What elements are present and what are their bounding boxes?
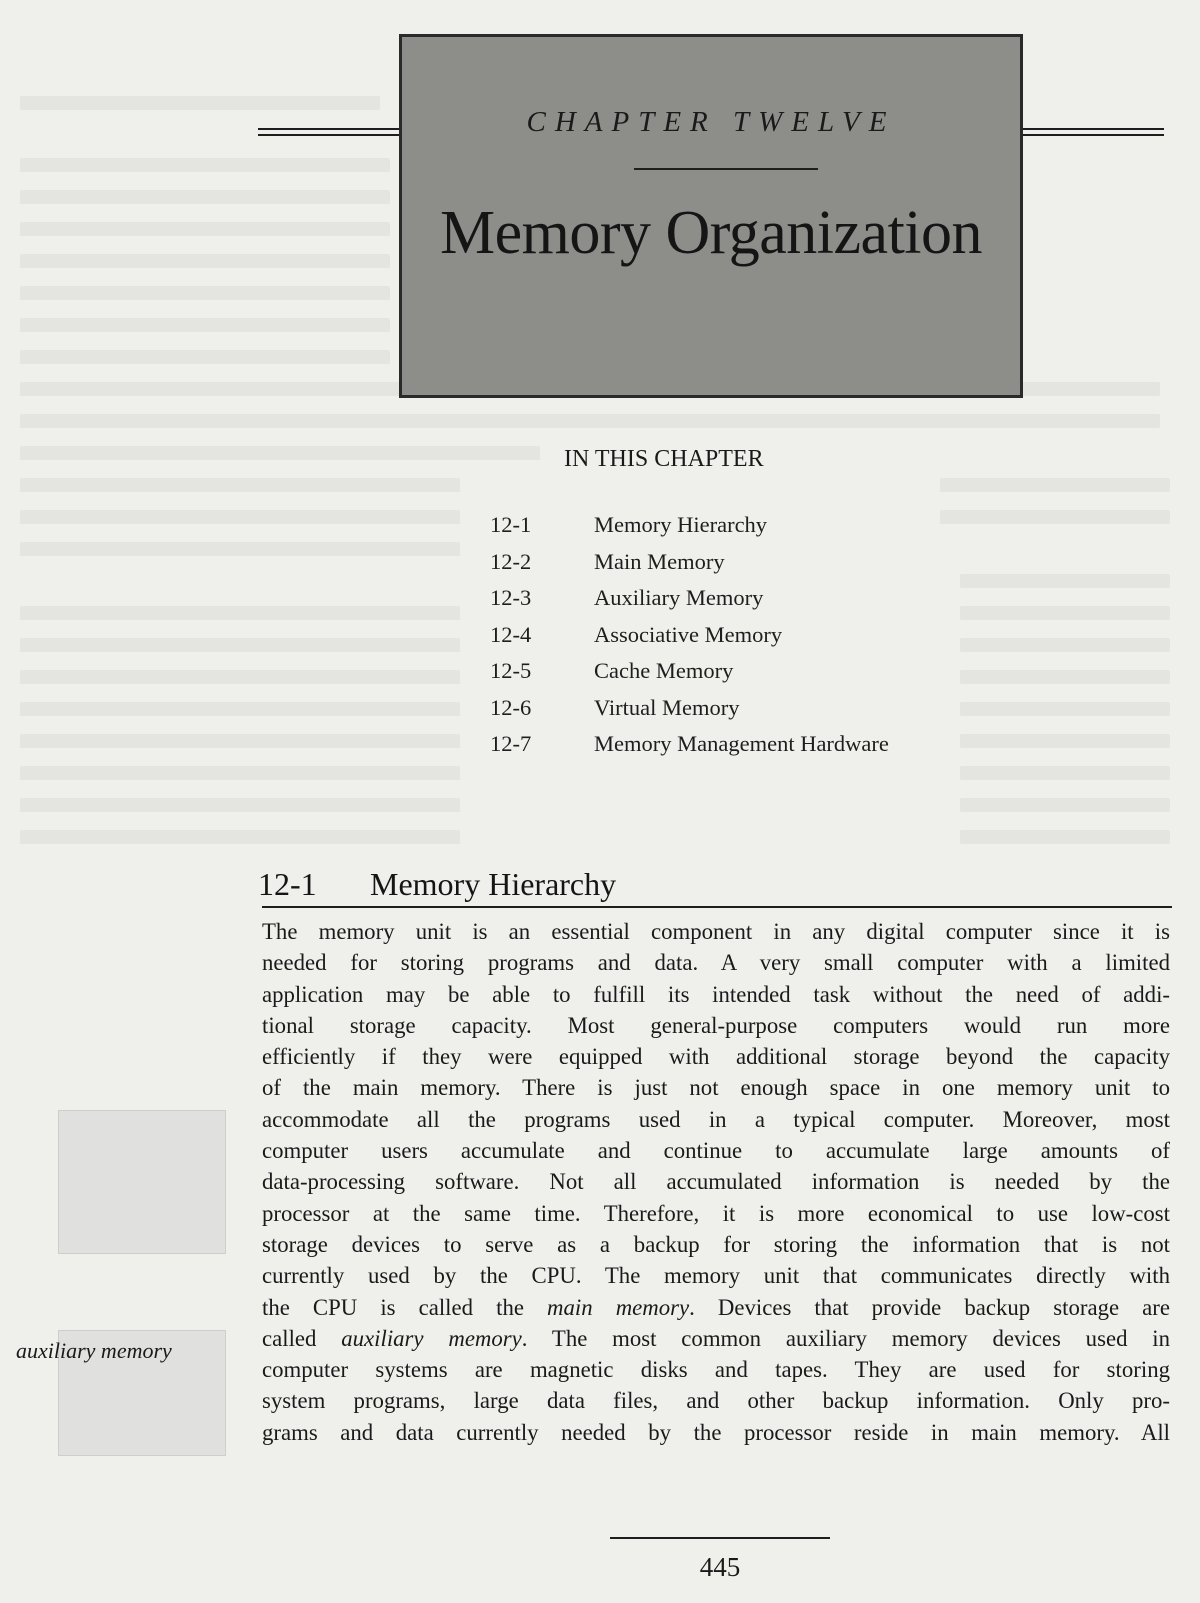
paragraph-line: storage devices to serve as a backup for storing the information that is not [262,1231,1170,1257]
margin-note: auxiliary memory [16,1338,172,1363]
chapter-rule-right [1022,128,1164,136]
section-title: Auxiliary Memory [594,585,764,610]
section-heading-number: 12-1 [258,866,317,902]
in-this-chapter-heading: IN THIS CHAPTER [564,446,764,472]
paragraph-line: accommodate all the programs used in a typical computer. Moreover, most [262,1106,1170,1132]
section-number: 12-4 [490,621,532,647]
paragraph-line: tional storage capacity. Most general-purpose computers would run more [262,1012,1170,1038]
list-item [490,731,889,768]
section-heading-title: Memory Hierarchy [370,866,617,902]
paragraph-line: data-processing software. Not all accumulated information is needed by the [262,1169,1170,1195]
paragraph-line: The memory unit is an essential component in any digital computer since it is [262,919,1170,944]
list-item [490,658,889,695]
paragraph-line: of the main memory. There is just not enough space in one memory unit to [262,1075,1170,1101]
section-number: 12-1 [490,512,532,537]
paragraph-line: computer systems are magnetic disks and tapes. They are used for storing [262,1357,1170,1383]
list-item [490,512,889,549]
section-title: Main Memory [594,548,725,574]
section-title: Associative Memory [594,621,783,647]
section-number: 12-7 [490,731,532,756]
paragraph-line: grams and data currently needed by the processor reside in main memory. All [262,1419,1170,1445]
paragraph-line: the CPU is called the main memory. Devices that provide backup storage are [262,1294,1170,1320]
section-title: Cache Memory [594,658,734,683]
section-title: Memory Hierarchy [594,512,768,537]
chapter-label: CHAPTER TWELVE [526,106,896,138]
section-heading [258,866,616,903]
body-paragraph [262,916,1170,1448]
paragraph-line: currently used by the CPU. The memory unit that communicates directly with [262,1263,1170,1289]
list-item [490,549,889,586]
paragraph-line: needed for storing programs and data. A very small computer with a limited [262,950,1170,976]
list-item [490,585,889,622]
section-rule [262,906,1172,908]
list-item [490,695,889,732]
paragraph-line: processor at the same time. Therefore, it is more economical to use low-cost [262,1200,1170,1226]
paragraph-line: application may be able to fulfill its intended task without the need of addi- [262,981,1170,1007]
section-title: Virtual Memory [594,694,740,720]
section-number: 12-2 [490,548,532,574]
section-number: 12-6 [490,694,532,720]
ghost-diagram-box [58,1110,226,1254]
section-number: 12-5 [490,658,532,683]
chapter-contents-list [490,512,889,768]
footer-rule [610,1537,830,1539]
term-main-memory: main memory [547,1294,690,1320]
term-auxiliary-memory: auxiliary memory [341,1325,522,1351]
paragraph-line: efficiently if they were equipped with additional storage beyond the capacity [262,1044,1170,1070]
chapter-label-underline [634,168,818,170]
chapter-title: Memory Organization [439,199,983,267]
list-item [490,622,889,659]
paragraph-line: system programs, large data files, and other backup information. Only pro- [262,1388,1170,1414]
paragraph-line: computer users accumulate and continue to accumulate large amounts of [262,1138,1170,1164]
chapter-rule-left [258,128,400,136]
page-number: 445 [699,1552,741,1582]
section-number: 12-3 [490,585,532,610]
paragraph-line: called auxiliary memory. The most common auxiliary memory devices used in [262,1325,1170,1351]
section-title: Memory Management Hardware [594,731,889,756]
